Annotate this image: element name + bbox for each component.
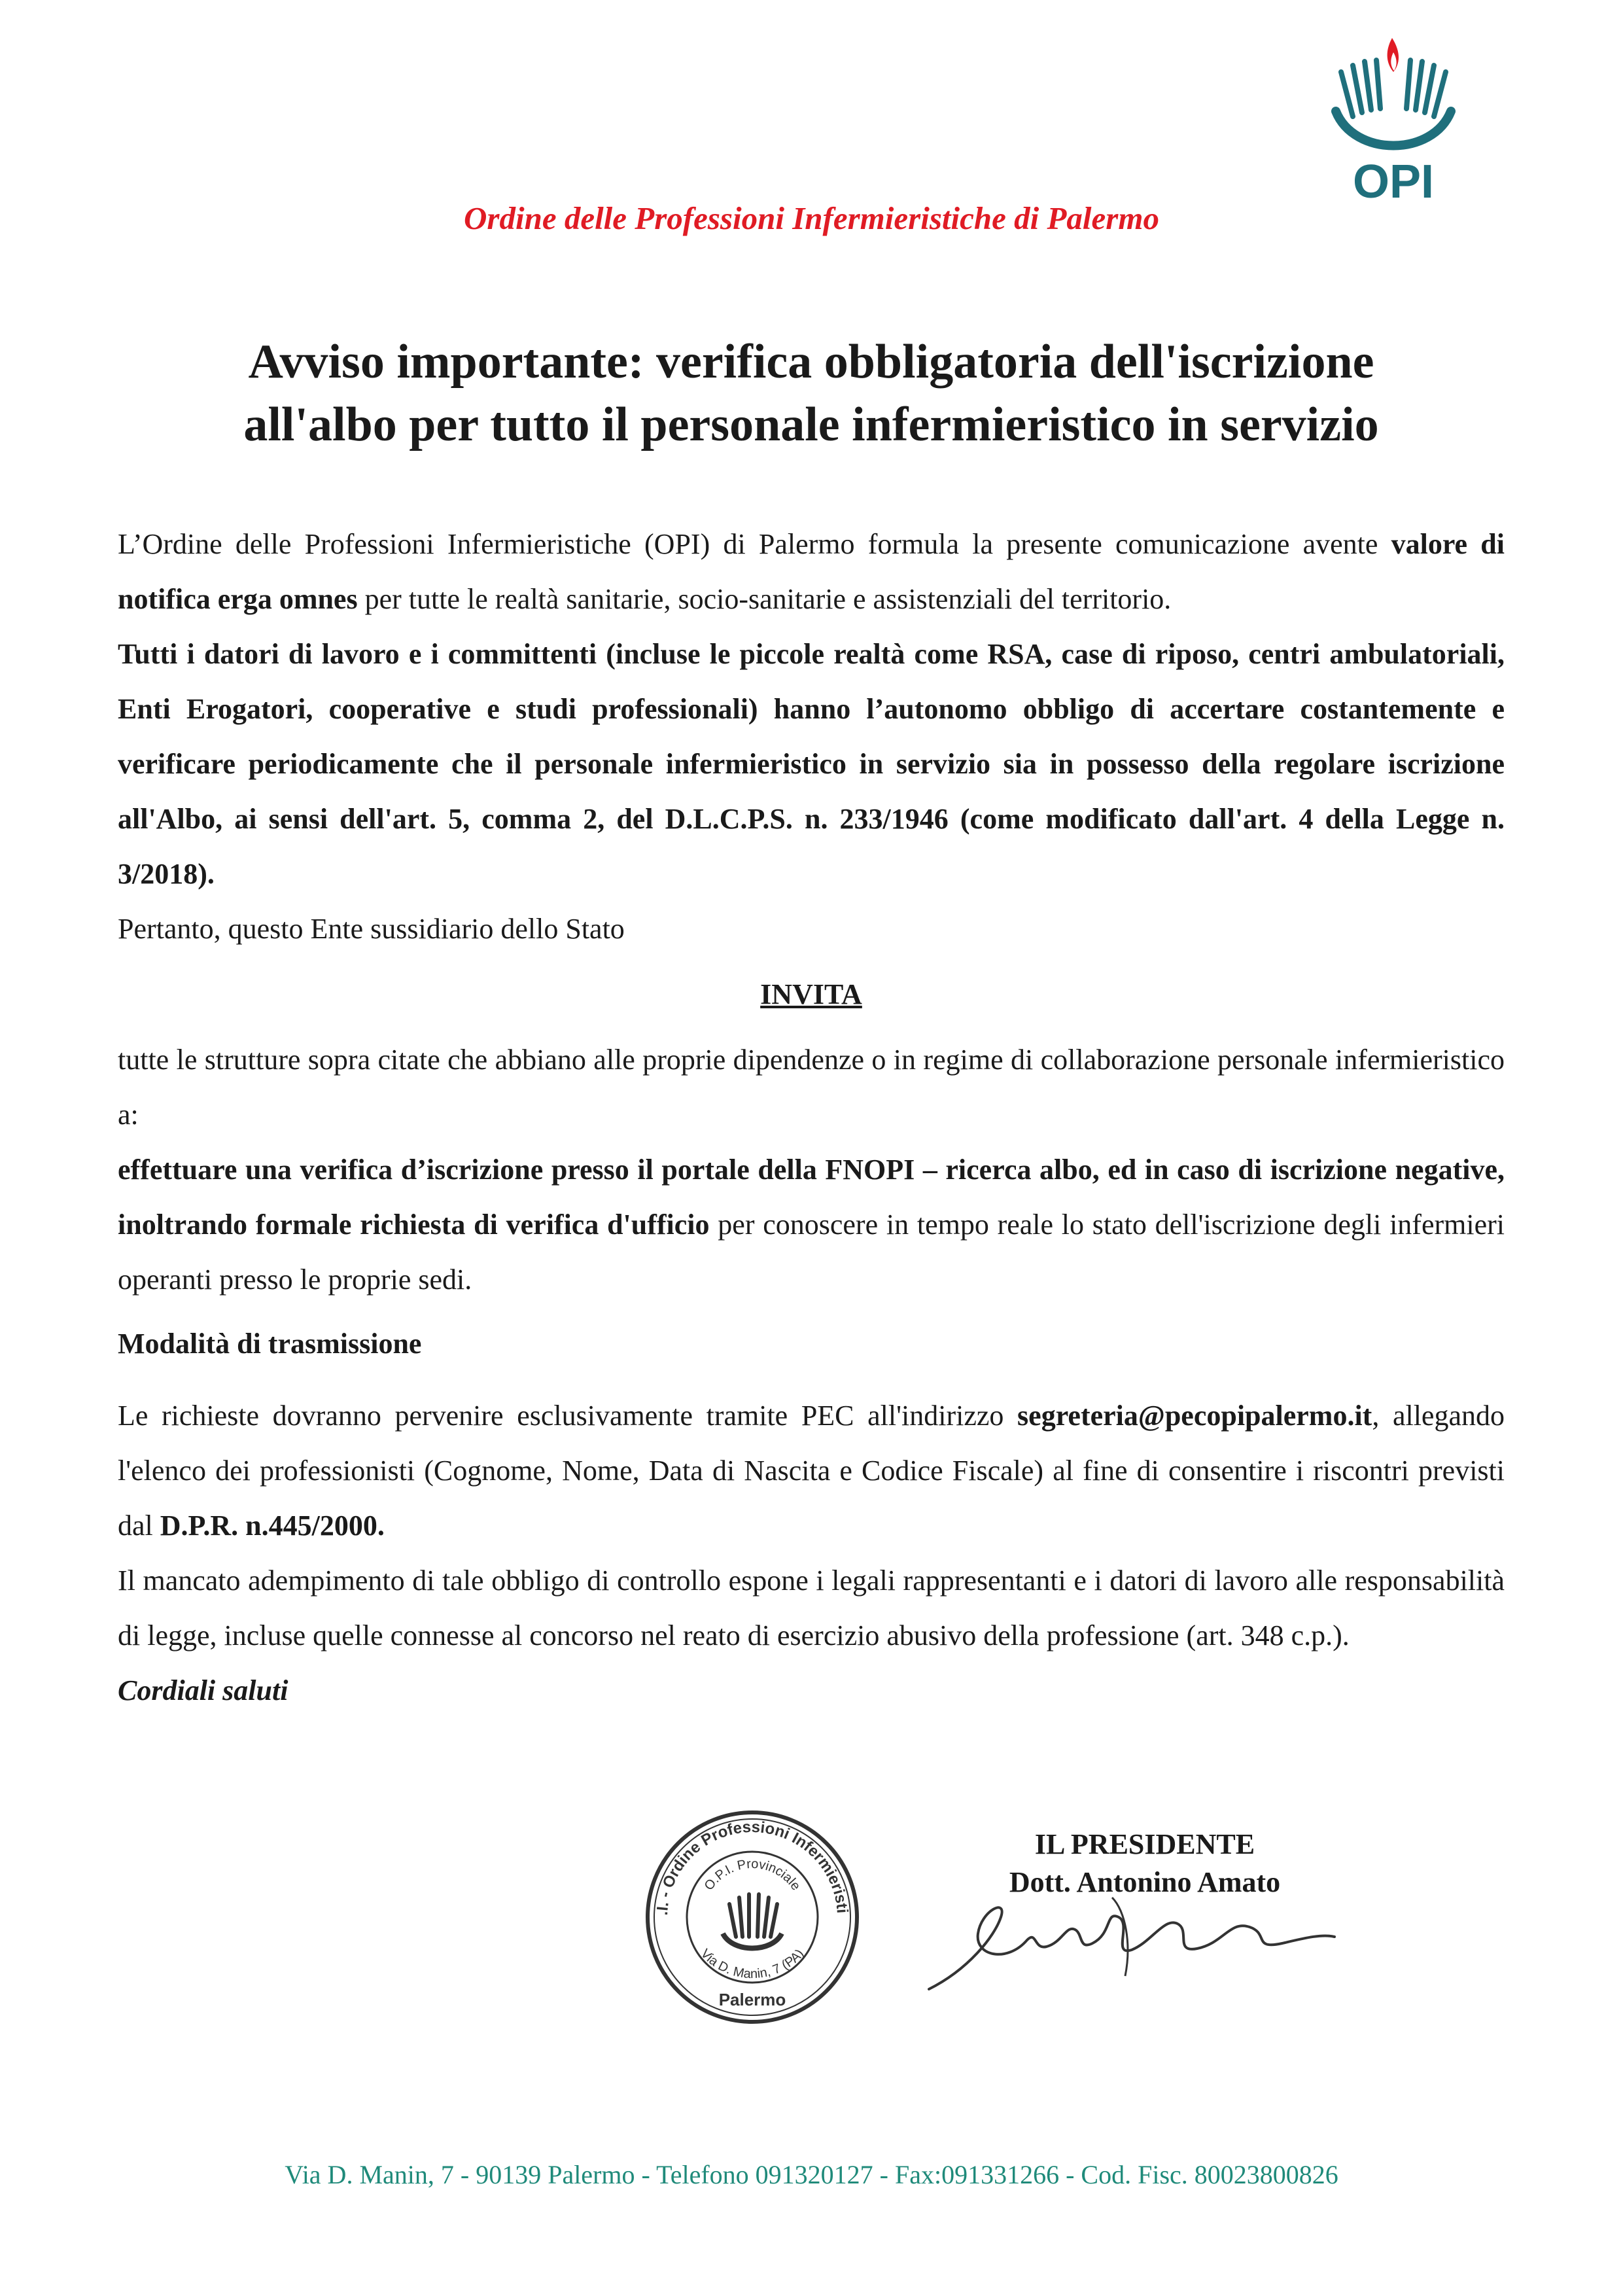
verification-paragraph	[118, 1142, 1505, 1307]
liability-paragraph: Il mancato adempimento di tale obbligo di controllo espone i legali rappresentanti e i datori di lavoro alle responsabilità di legge, incluse quelle connesse al concorso nel reato di esercizio abusivo della professione (art. 348 c.p.).	[118, 1564, 1505, 1651]
verification-bold-text: effettuare una verifica d’iscrizione presso il portale della FNOPI – ricerca albo, ed in caso di iscrizione negative, inoltrando formale richiesta di verifica d'ufficio	[118, 1154, 1505, 1241]
intro-text: L’Ordine delle Professioni Infermieristiche (OPI) di Palermo formula la presente comunicazione avente	[118, 528, 1391, 560]
stamp-address-text: Via D. Manin, 7 (PA)	[697, 1946, 807, 1982]
obligation-text: Tutti i datori di lavoro e i committenti (incluse le piccole realtà come RSA, case di riposo, centri ambulatoriali, Enti Erogatori, cooperative e studi professionali) hanno l’autonomo obbligo di accertare costantemente e verificare periodicamente che il personale infermieristico in servizio sia in possesso della regolare iscrizione all'Albo, ai sensi dell'art. 5, comma 2, del D.L.C.P.S. n. 233/1946 (come modificato dall'art. 4 della Legge n. 3/2018).	[118, 638, 1505, 890]
closing-greeting: Cordiali saluti	[118, 1674, 288, 1706]
invita-heading: INVITA	[760, 978, 862, 1010]
transmission-text-2: , allegando l'elenco dei professionisti (Cognome, Nome, Data di Nascita e Codice Fiscale) al fine di consentire i riscontri previsti dal	[118, 1400, 1505, 1542]
stamp-outer-text: .I. - Ordine Professioni Infermieristi	[653, 1818, 851, 1916]
pec-email: segreteria@pecopipalermo.it	[1017, 1400, 1372, 1432]
invite-paragraph: tutte le strutture sopra citate che abbiano alle proprie dipendenze o in regime di collaborazione personale infermieristico a:	[118, 1044, 1505, 1131]
obligation-paragraph	[118, 627, 1505, 902]
document-title	[118, 330, 1505, 456]
erga-omnes-text: valore di notifica erga omnes	[118, 528, 1505, 615]
footer-contact: Via D. Manin, 7 - 90139 Palermo - Telefono 091320127 - Fax:091331266 - Cod. Fisc. 80023800826	[285, 2160, 1338, 2189]
official-stamp	[641, 1806, 864, 2028]
title-line-1: Avviso importante: verifica obbligatoria dell'iscrizione	[248, 335, 1374, 389]
document-body	[118, 517, 1505, 1718]
svg-text:Via D. Manin, 7 (PA)	[698, 1947, 807, 1981]
svg-text:O.P.I. - Ordine Professioni In	[641, 1806, 851, 1916]
signatory-role: IL PRESIDENTE	[1034, 1828, 1255, 1860]
stamp-seal-icon	[641, 1806, 864, 2028]
opi-hands-flame-logo-icon	[1321, 33, 1465, 203]
signatory-name: Dott. Antonino Amato	[1009, 1866, 1281, 1898]
stamp-inner-text: O.P.I. Provinciale	[701, 1856, 803, 1894]
pertanto-paragraph: Pertanto, questo Ente sussidiario dello Stato	[118, 913, 625, 945]
title-line-2: all'albo per tutto il personale infermieristico in servizio	[243, 398, 1379, 451]
stamp-city-text: Palermo	[718, 1990, 786, 2009]
transmission-text: Le richieste dovranno pervenire esclusivamente tramite PEC all'indirizzo	[118, 1400, 1018, 1432]
opi-logo	[1321, 33, 1465, 203]
logo-text: OPI	[1352, 156, 1435, 203]
organization-name: Ordine delle Professioni Infermieristiche di Palermo	[464, 200, 1159, 236]
handwritten-signature	[916, 1871, 1348, 2009]
signature-scribble-icon	[916, 1871, 1348, 2009]
intro-paragraph	[118, 517, 1505, 627]
transmission-heading: Modalità di trasmissione	[118, 1328, 422, 1360]
dpr-reference: D.P.R. n.445/2000.	[160, 1510, 385, 1542]
transmission-paragraph	[118, 1388, 1505, 1553]
verification-text: per conoscere in tempo reale lo stato dell'iscrizione degli infermieri operanti presso le proprie sedi.	[118, 1209, 1505, 1296]
intro-text-end: per tutte le realtà sanitarie, socio-sanitarie e assistenziali del territorio.	[357, 583, 1172, 615]
